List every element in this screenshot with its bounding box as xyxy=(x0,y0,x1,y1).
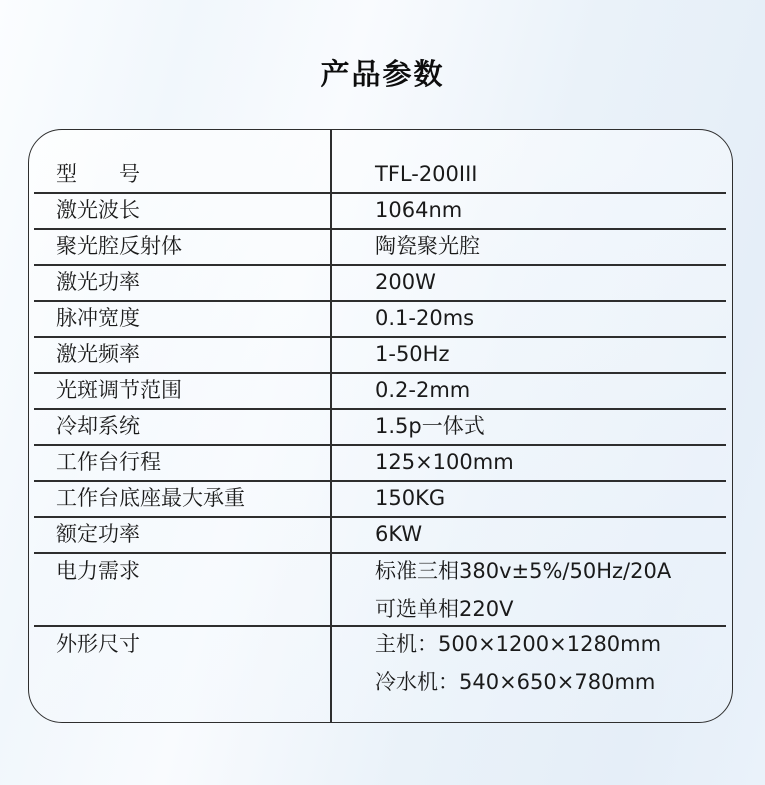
param-value-line: 200W xyxy=(375,270,436,294)
param-value xyxy=(330,156,732,192)
param-value xyxy=(330,372,732,408)
table-row xyxy=(29,552,732,625)
param-value xyxy=(330,264,732,300)
param-value-line: 6KW xyxy=(375,522,423,546)
table-row xyxy=(29,130,732,192)
param-value xyxy=(330,300,732,336)
param-name: 电力需求 xyxy=(56,559,140,583)
param-value xyxy=(330,228,732,264)
param-name: 外形尺寸 xyxy=(56,632,140,656)
table-row xyxy=(29,372,732,408)
param-value-line: 陶瓷聚光腔 xyxy=(375,234,480,258)
column-divider xyxy=(330,130,332,722)
table-row xyxy=(29,480,732,516)
param-value-line: 150KG xyxy=(375,486,446,510)
param-value-line: 0.2-2mm xyxy=(375,378,471,402)
param-name: 型 号 xyxy=(56,162,140,186)
param-value xyxy=(330,552,732,628)
param-value xyxy=(330,625,732,701)
param-name: 聚光腔反射体 xyxy=(56,234,182,258)
param-value xyxy=(330,480,732,516)
table-row xyxy=(29,228,732,264)
param-value-line: 主机：500×1200×1280mm xyxy=(375,632,662,656)
page-title: 产品参数 xyxy=(320,57,445,91)
param-value-line: 0.1-20ms xyxy=(375,306,475,330)
table-row xyxy=(29,264,732,300)
param-value-line: TFL-200III xyxy=(375,162,478,186)
param-value-line: 可选单相220V xyxy=(375,597,514,621)
table-row xyxy=(29,408,732,444)
param-name: 激光波长 xyxy=(56,198,140,222)
param-name: 激光功率 xyxy=(56,270,140,294)
table-row xyxy=(29,336,732,372)
param-value xyxy=(330,336,732,372)
table-row xyxy=(29,192,732,228)
param-value-line: 125×100mm xyxy=(375,450,514,474)
table-row xyxy=(29,444,732,480)
param-value xyxy=(330,516,732,552)
param-name: 工作台行程 xyxy=(56,450,161,474)
param-value xyxy=(330,444,732,480)
param-value xyxy=(330,192,732,228)
param-name: 额定功率 xyxy=(56,522,140,546)
param-value-line: 1064nm xyxy=(375,198,463,222)
param-name: 激光频率 xyxy=(56,342,140,366)
param-value-line: 1-50Hz xyxy=(375,342,450,366)
param-value-line: 标准三相380v±5%/50Hz/20A xyxy=(375,559,672,583)
param-name: 光斑调节范围 xyxy=(56,378,182,402)
param-name: 冷却系统 xyxy=(56,414,140,438)
table-row xyxy=(29,516,732,552)
spec-table xyxy=(28,129,733,723)
param-value-line: 冷水机：540×650×780mm xyxy=(375,670,656,694)
param-name: 脉冲宽度 xyxy=(56,306,140,330)
spec-table-rows xyxy=(29,130,732,722)
table-row xyxy=(29,300,732,336)
table-row xyxy=(29,625,732,721)
param-value-line: 1.5p一体式 xyxy=(375,414,485,438)
param-value xyxy=(330,408,732,444)
param-name: 工作台底座最大承重 xyxy=(56,486,245,510)
